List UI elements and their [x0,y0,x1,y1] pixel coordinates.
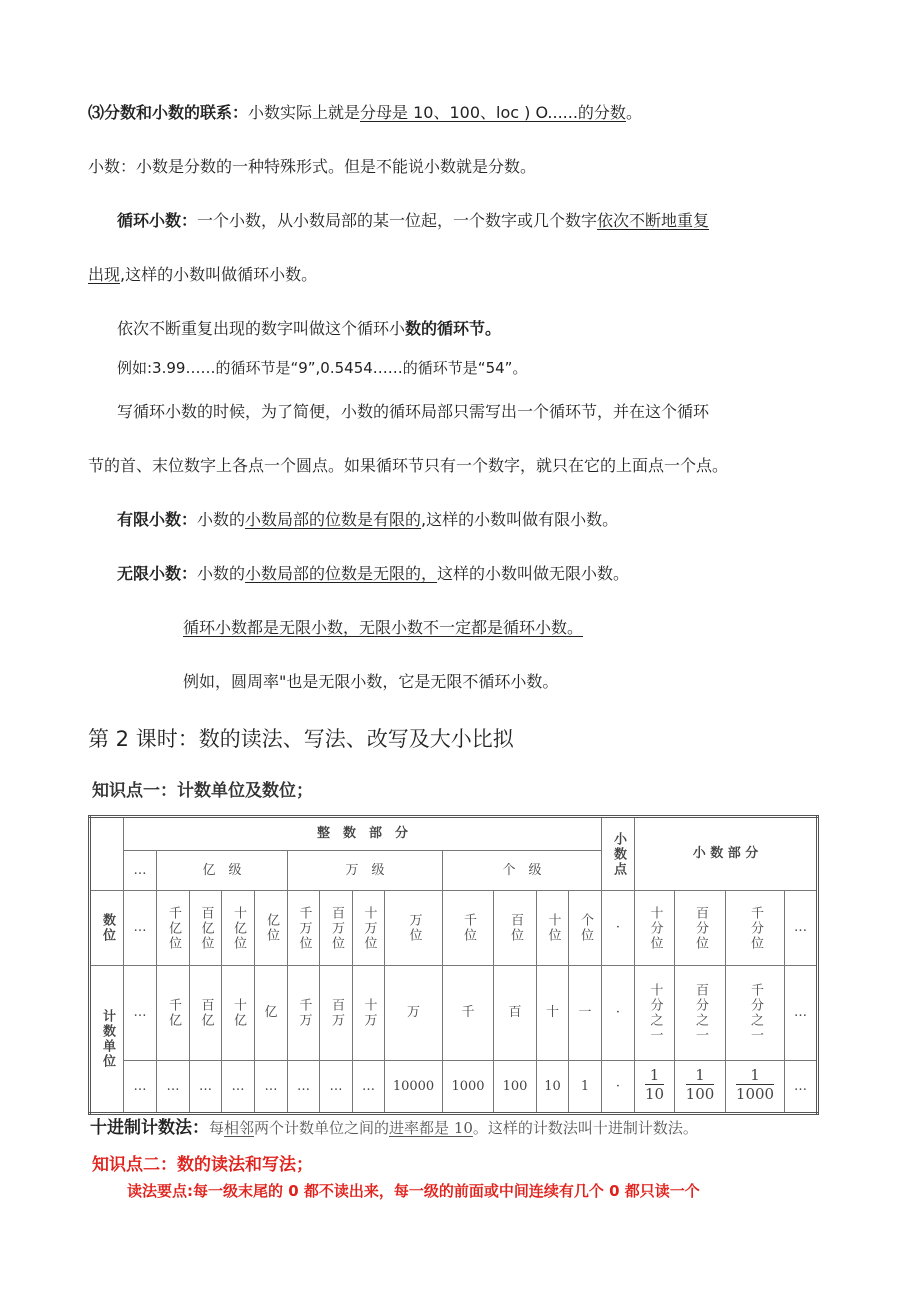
knowledge-point-2: 知识点二：数的读法和写法； [92,1155,313,1175]
place-label: 百位 [508,913,523,943]
paragraph-example: 例如:3.99……的循环节是“9”,0.5454……的循环节是“54”。 [117,359,528,377]
place-label: 十位 [545,913,561,943]
place-label: 个位 [578,913,593,943]
unit-label-cell [255,966,288,1061]
integer-part-header: 整 数 部 分 [124,817,602,851]
place-label: 亿位 [264,913,279,943]
place-label: … [133,920,147,935]
place-label-cell [353,891,385,966]
corner-cell [90,817,124,891]
unit-label-cell [288,966,320,1061]
unit-label-cell [320,966,353,1061]
unit-value: … [785,1061,818,1114]
place-label-cell [635,891,675,966]
numerator: 1 [645,1066,664,1085]
level-ellipsis: … [124,851,157,891]
term: 十进制计数法： [90,1118,209,1138]
unit-label-cell [726,966,785,1061]
place-label-cell [320,891,353,966]
unit-label: 百分之一 [693,983,708,1043]
unit-fraction [675,1061,726,1114]
unit-label-cell [537,966,569,1061]
text: 小数实际上就是 [248,103,361,122]
place-label-cell [537,891,569,966]
fraction [736,1066,774,1103]
place-label-cell [157,891,190,966]
place-label-cell [190,891,222,966]
place-label: 千万位 [296,905,312,951]
unit-label: 千亿 [166,998,181,1028]
unit-label-cell [785,966,818,1061]
row-label-cell [90,966,124,1114]
fraction [645,1066,664,1103]
underlined-text: 进率都是 10 [389,1119,473,1137]
unit-label: 千分之一 [748,983,763,1043]
place-label: 百亿位 [198,905,214,951]
unit-label-cell [190,966,222,1061]
unit-label: 万 [406,1005,420,1020]
unit-label-cell [635,966,675,1061]
decimal-system-text [90,1117,698,1139]
place-label: 十万位 [361,905,377,951]
term: 有限小数： [117,510,198,529]
paragraph-pi-example: 例如，圆周率"也是无限小数，它是无限不循环小数。 [183,672,559,691]
place-label: 百分位 [693,905,708,951]
unit-value: … [353,1061,385,1114]
unit-label: 百万 [329,998,344,1028]
paragraph-cycle [117,318,501,340]
unit-value: 1 [569,1061,602,1114]
unit-row [90,966,818,1061]
unit-value: · [602,1061,635,1114]
paragraph-repeating-decimal [117,210,709,232]
level-yi: 亿 级 [157,851,288,891]
place-label: … [794,920,807,935]
underlined-text: 分母是 10、100、loc ) O......的分数 [360,103,626,122]
paragraph-decimal: 小数：小数是分数的一种特殊形式。但是不能说小数就是分数。 [88,157,537,176]
row-label-cell [90,891,124,966]
unit-value: … [124,1061,157,1114]
place-label-cell [494,891,537,966]
unit-value: 10 [537,1061,569,1114]
place-label: 千亿位 [166,905,181,951]
paragraph-finite-decimal [117,509,618,531]
unit-value: … [288,1061,320,1114]
underlined-text: 出现 [88,265,121,284]
unit-label-cell [385,966,443,1061]
level-wan: 万 级 [288,851,443,891]
unit-label: 百 [508,1005,522,1020]
place-label-cell [675,891,726,966]
unit-label-cell [602,966,635,1061]
text: 一个小数，从小数局部的某一位起，一个数字或几个数字 [197,211,598,230]
paragraph-infinite-decimal [117,563,629,585]
place-label-cell [385,891,443,966]
knowledge-point-1: 知识点一：计数单位及数位； [92,781,313,801]
term: 数的循环节。 [405,319,502,338]
paragraph-line [88,264,317,286]
decimal-point-label: 小数点 [611,831,626,877]
value-row [90,1061,818,1114]
paragraph-line: 写循环小数的时候，为了简便，小数的循环局部只需写出一个循环节，并在这个循环 [117,402,710,421]
unit-label-cell [353,966,385,1061]
place-label-cell [602,891,635,966]
unit-label: · [615,1005,621,1020]
unit-value: 10000 [385,1061,443,1114]
unit-label-cell [443,966,494,1061]
row-label: 计数单位 [100,1009,115,1069]
unit-label: 千万 [296,998,312,1028]
unit-label: 千 [461,1005,475,1020]
lesson-heading: 第 2 课时：数的读法、写法、改写及大小比拟 [88,727,514,751]
place-value-table [88,815,819,1115]
paragraph-fraction-decimal-relation [88,102,642,124]
denominator: 100 [685,1085,715,1103]
unit-value: … [320,1061,353,1114]
unit-label: 十分之一 [647,983,663,1043]
place-label-cell [255,891,288,966]
decimal-point-header [602,817,635,891]
underlined-text: 小数局部的位数是无限的， [245,564,438,583]
text: 每 [209,1119,225,1137]
place-label: 十亿位 [231,905,246,951]
text: 小数的 [197,510,246,529]
place-label-cell [726,891,785,966]
place-label-cell [222,891,255,966]
place-label-cell [288,891,320,966]
term: ⑶分数和小数的联系： [88,103,249,122]
unit-label: 十万 [361,998,377,1028]
unit-label-cell [569,966,602,1061]
unit-fraction [635,1061,675,1114]
numerator: 1 [736,1066,774,1085]
unit-label-cell [494,966,537,1061]
text: 。 [625,103,642,122]
text: ,这样的小数叫做循环小数。 [120,265,318,284]
unit-value: 100 [494,1061,537,1114]
place-label-cell [785,891,818,966]
place-label: · [615,920,621,935]
text: 这样的小数叫做无限小数。 [437,564,630,583]
place-label: 千分位 [748,905,763,951]
unit-label-cell [157,966,190,1061]
unit-label-cell [124,966,157,1061]
unit-label: 一 [578,1005,592,1020]
place-label-cell [124,891,157,966]
term: 循环小数： [117,211,198,230]
reading-rule: 读法要点:每一级末尾的 0 都不读出来，每一级的前面或中间连续有几个 0 都只读一个 [127,1182,700,1200]
text: 两个计数单位之间的 [254,1119,390,1137]
underlined-text: 小数局部的位数是有限的 [245,510,422,529]
paragraph-note: 循环小数都是无限小数，无限小数不一定都是循环小数。 [183,618,584,637]
underlined-text: 依次不断地重复 [597,211,710,230]
denominator: 10 [644,1085,665,1103]
unit-fraction [726,1061,785,1114]
place-label: 万位 [406,913,422,943]
text: 小数的 [197,564,246,583]
unit-label-cell [222,966,255,1061]
unit-label: 百亿 [198,998,214,1028]
underlined-text: 相邻 [224,1119,255,1137]
text: ,这样的小数叫做有限小数。 [421,510,619,529]
level-ge: 个 级 [443,851,602,891]
place-label: 千位 [461,913,476,943]
unit-label-cell [675,966,726,1061]
unit-label: 十亿 [231,998,246,1028]
term: 无限小数： [117,564,198,583]
unit-value: … [222,1061,255,1114]
decimal-part-header: 小 数 部 分 [635,817,818,891]
unit-label: … [133,1005,147,1020]
place-row [90,891,818,966]
denominator: 1000 [735,1085,775,1103]
unit-value: … [157,1061,190,1114]
text: 依次不断重复出现的数字叫做这个循环小 [117,319,406,338]
unit-value: … [190,1061,222,1114]
place-label: 十分位 [647,905,663,951]
paragraph-line: 节的首、末位数字上各点一个圆点。如果循环节只有一个数字，就只在它的上面点一个点。 [88,456,729,475]
place-label-cell [569,891,602,966]
unit-value: … [255,1061,288,1114]
fraction [686,1066,715,1103]
place-label-cell [443,891,494,966]
unit-label: … [794,1005,807,1020]
unit-value: 1000 [443,1061,494,1114]
numerator: 1 [686,1066,715,1085]
unit-label: 十 [545,1005,559,1020]
row-label: 数位 [100,913,115,943]
place-label: 百万位 [329,905,344,951]
text: 。这样的计数法叫十进制计数法。 [472,1119,698,1137]
unit-label: 亿 [264,1005,278,1020]
